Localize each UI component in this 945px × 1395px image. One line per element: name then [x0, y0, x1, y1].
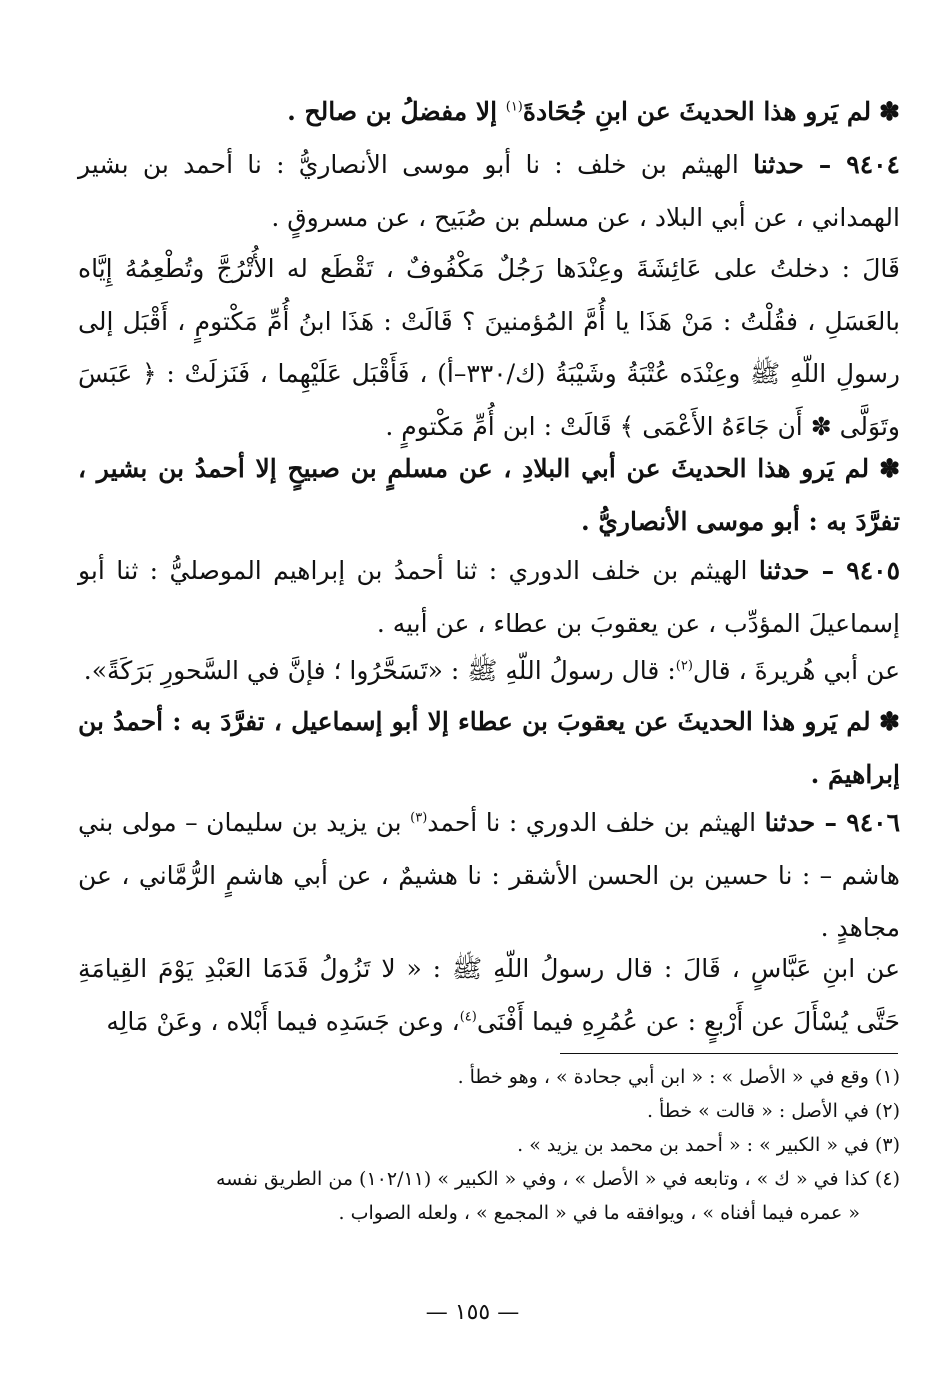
footnotes: [78, 1060, 900, 1230]
hadith-matn-end: : قال رسولُ اللّهِ ﷺ : «تَسَحَّرُوا ؛ فإنَّ في السَّحورِ بَرَكَةً».: [83, 656, 676, 685]
footnote-ref-3: (٣): [410, 810, 428, 826]
hadith-number: ٩٤٠٥ – حدثنا: [758, 556, 900, 585]
footnote-4: (٤) كذا في « ك » ، وتابعه في « الأصل » ، وفي « الكبير » (١٠٢/١١) من الطريق نفسه: [215, 1168, 900, 1190]
paragraph-1: [78, 86, 900, 139]
hadith-number: ٩٤٠٤ – حدثنا: [753, 150, 900, 179]
hadith-chain: الهيثم بن خلف الدوري : نا أحمد: [427, 808, 765, 837]
hadith-chain: الهيثم بن خلف الدوري : ثنا أحمدُ بن إبراهيم الموصليُّ : ثنا أبو إسماعيلَ المؤدِّب ، عن يعقوبَ بن عطاء ، عن أبيه .: [78, 556, 900, 638]
footnote-4-continuation: « عمره فيما أفناه » ، ويوافقه ما في « المجمع » ، ولعله الصواب .: [338, 1202, 860, 1224]
hadith-chain-end: بن يزيد بن سليمان – مولى بني هاشم – : نا حسين بن الحسن الأشقر : نا هشيمٌ ، عن أبي هاشمٍ الرُّمَّاني ، عن مجاهدٍ .: [78, 808, 900, 942]
paragraph-marker: ✽: [879, 454, 901, 483]
hadith-9406: [78, 797, 900, 955]
hadith-9404-text: [78, 243, 900, 453]
footnote-divider: [560, 1053, 898, 1054]
bold-note-text: لم يَرو هذا الحديثَ عن يعقوبَ بن عطاء إلا أبو إسماعيل ، تفرَّدَ به : أحمدُ بن إبراهيمَ .: [78, 707, 900, 789]
footnote-ref-2: (٢): [675, 658, 693, 674]
paragraph-4: [78, 443, 900, 548]
hadith-matn: عن أبي هُريرةَ ، قال: [692, 656, 900, 685]
footnote-2: (٢) في الأصل : « قالت » خطأ .: [646, 1100, 900, 1122]
footnote-ref-4: (٤): [459, 1009, 477, 1025]
hadith-matn: عن ابنِ عَبَّاسٍ ، قَالَ : قال رسولُ اللّهِ ﷺ : « لا تَزُولُ قَدَمَا العَبْدِ يَوْمَ القِيامَةِ حَتَّى يُسْأَلَ عن أَرْبعٍ : عن عُمُرِهِ فيما أَفْنَى: [78, 954, 900, 1036]
hadith-matn: قَالَ : دخلتُ على عَائِشَةَ وعِنْدَها رَجُلٌ مَكْفُوفٌ ، تَقْطَع له الأُتْرُجَّ وتُطْعِمُهُ إِيَّاه بالعَسَلِ ، فقُلْتُ : مَنْ هَذَا يا أُمَّ المُؤمنينَ ؟ قَالَتْ : هَذَا ابنُ أُمِّ مَكْتومٍ ، أَقْبَل إلى رسولِ اللّهِ ﷺ وعِنْدَه عُتْبَةُ وشَيْبَةُ (ك/٣٣٠–أ) ، فَأَقْبَل عَلَيْهِما ، فَنَزلَتْ : ﴿ عَبَسَ وتَوَلَّى ✽ أَن جَاءَهُ الأَعْمَى ﴾ قَالَتْ : ابن أُمِّ مَكْتومٍ .: [78, 254, 900, 441]
footnote-3: (٣) في « الكبير » : « أحمد بن محمد بن يزيد » .: [517, 1134, 900, 1156]
paragraph-7: [78, 696, 900, 801]
paragraph-marker: ✽: [879, 97, 900, 126]
hadith-9406-text: [78, 943, 900, 1048]
hadith-9405-text: [78, 645, 900, 698]
bold-note-text: لم يَرو هذا الحديثَ عن ابنِ جُحَادةَ: [522, 97, 872, 126]
hadith-matn-end: ، وعن جَسَدِه فيما أَبْلاه ، وعَنْ مَالِه: [106, 1006, 460, 1036]
hadith-9404: [78, 139, 900, 244]
hadith-number: ٩٤٠٦ – حدثنا: [764, 808, 900, 837]
bold-note-text: لم يَرو هذا الحديثَ عن أبي البلادِ ، عن مسلمٍ بن صبيحٍ إلا أحمدُ بن بشير ، تفرَّدَ به : أبو موسى الأنصاريُّ .: [78, 454, 900, 536]
bold-note-text-end: إلا مفضلُ بن صالح .: [287, 97, 506, 126]
footnote-ref-1: (١): [505, 99, 523, 115]
paragraph-marker: ✽: [879, 707, 900, 736]
page-number: — ١٥٥ —: [425, 1300, 520, 1325]
hadith-9405: [78, 545, 900, 650]
footnote-1: (١) وقع في « الأصل » : « ابن أبي جحادة » ، وهو خطأ .: [457, 1066, 900, 1088]
hadith-chain: الهيثم بن خلف : نا أبو موسى الأنصاريُّ : نا أحمد بن بشير الهمداني ، عن أبي البلاد ، عن مسلم بن صُبَيح ، عن مسروقٍ .: [78, 150, 900, 232]
